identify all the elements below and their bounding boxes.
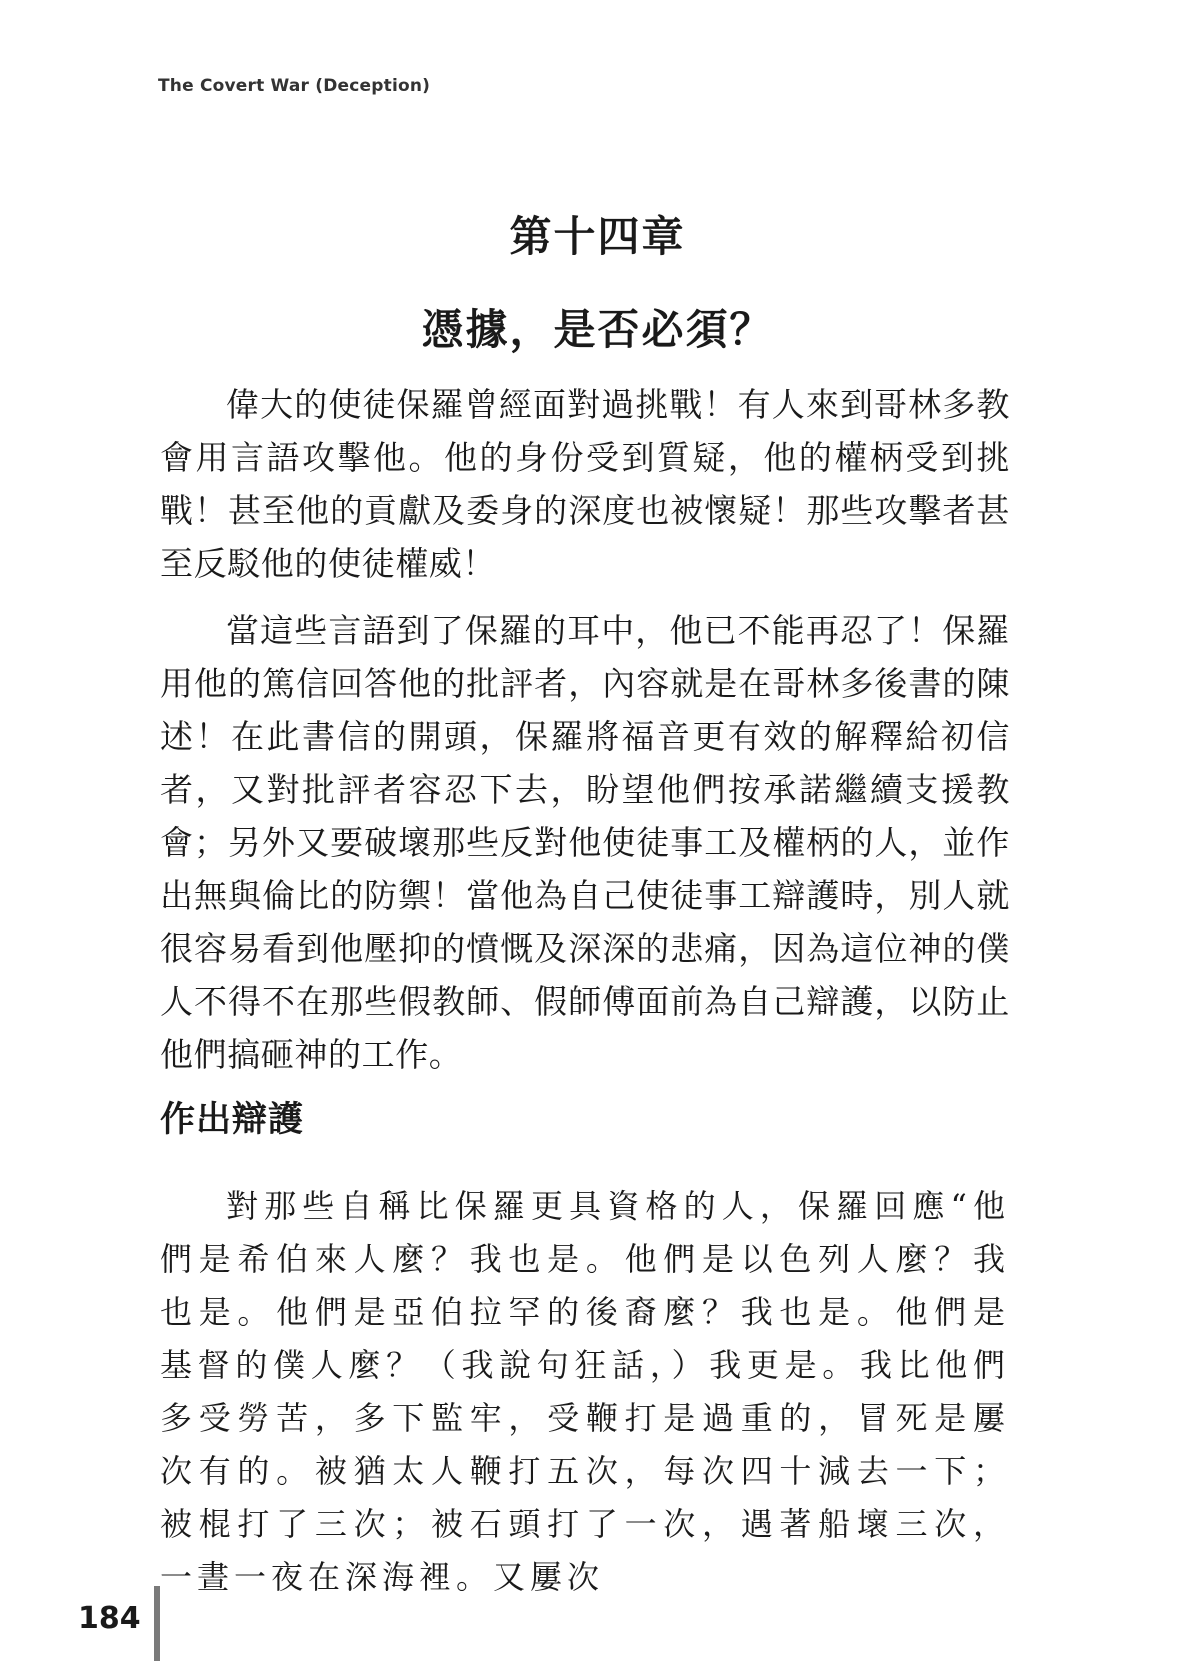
body-paragraph: 當這些言語到了保羅的耳中，他已不能再忍了！保羅用他的篤信回答他的批評者，內容就是在哥林多後書的陳述！在此書信的開頭，保羅將福音更有效的解釋給初信者，又對批評者容忍下去，盼望他們按承諾繼續支援教會；另外又要破壞那些反對他使徒事工及權柄的人，並作出無與倫比的防禦！當他為自己使徒事工辯護時，別人就很容易看到他壓抑的憤慨及深深的悲痛，因為這位神的僕人不得不在那些假教師、假師傅面前為自己辯護，以防止他們搞砸神的工作。 — [160, 611, 1010, 1074]
page-number: 184 — [78, 1601, 141, 1636]
section-heading: 作出辯護 — [160, 1100, 305, 1140]
body-paragraph: 偉大的使徒保羅曾經面對過挑戰！有人來到哥林多教會用言語攻擊他。他的身份受到質疑，他的權柄受到挑戰！甚至他的貢獻及委身的深度也被懷疑！那些攻擊者甚至反駁他的使徒權威！ — [160, 385, 1010, 583]
chapter-title: 憑據，是否必須？ — [421, 304, 774, 354]
scripture-quote: 對那些自稱比保羅更具資格的人，保羅回應“他們是希伯來人麼？我也是。他們是以色列人麼？我也是。他們是亞伯拉罕的後裔麼？我也是。他們是基督的僕人麼？（我說句狂話，）我更是。我比他們多受勞苦，多下監牢，受鞭打是過重的，冒死是屢次有的。被猶太人鞭打五次，每次四十減去一下；被棍打了三次；被石頭打了一次，遇著船壞三次，一晝一夜在深海裡。又屢次 — [160, 1187, 1010, 1596]
page-number-rule — [154, 1586, 160, 1661]
running-header: The Covert War (Deception) — [158, 76, 431, 96]
chapter-number: 第十四章 — [509, 212, 686, 262]
